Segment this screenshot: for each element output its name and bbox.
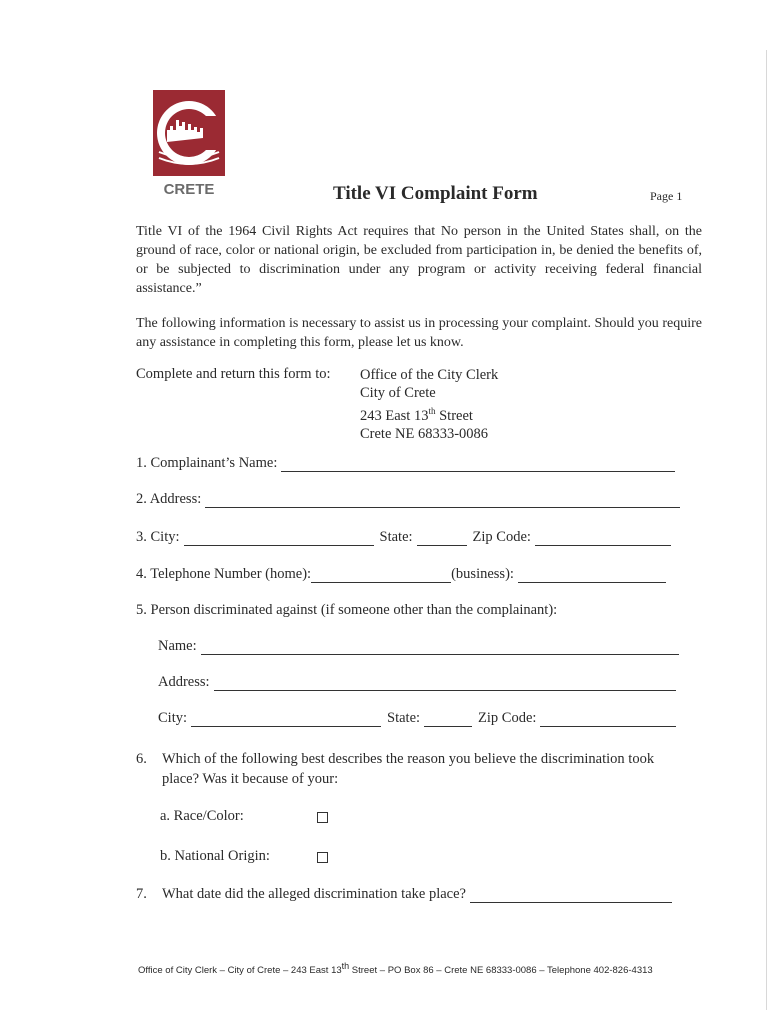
city-name: City of Crete	[360, 385, 436, 401]
discrimination-date-field[interactable]	[470, 888, 672, 903]
intro-paragraph-2: The following information is necessary to assist us in processing your complaint. Should you require any assistance in completing this form, please let us know.	[136, 316, 702, 350]
complainant-name-field[interactable]	[281, 457, 675, 472]
question-7	[136, 886, 678, 903]
telephone-home-label: 4. Telephone Number (home):	[136, 566, 312, 582]
other-city-field[interactable]	[191, 712, 381, 727]
other-city-row	[158, 710, 682, 727]
telephone-home-field[interactable]	[311, 568, 451, 583]
other-zip-label: Zip Code:	[478, 710, 537, 726]
return-to-label: Complete and return this form to:	[136, 366, 331, 382]
state-label: State:	[379, 529, 413, 545]
question-6	[136, 749, 654, 789]
question-7-label: What date did the alleged discrimination take place?	[162, 886, 466, 902]
address-label: 2. Address:	[136, 491, 202, 507]
race-color-checkbox[interactable]	[317, 812, 328, 823]
zip-label: Zip Code:	[472, 529, 531, 545]
return-address	[360, 366, 498, 443]
form-title: Title VI Complaint Form	[333, 183, 538, 204]
page-number: Page 1	[650, 189, 683, 203]
address-field[interactable]	[205, 493, 680, 508]
question-6-line-1: Which of the following best describes the reason you believe the discrimination took	[162, 751, 655, 767]
question-6-number: 6.	[136, 751, 147, 767]
other-zip-field[interactable]	[540, 712, 676, 727]
other-state-field[interactable]	[424, 712, 472, 727]
question-7-number: 7.	[136, 886, 147, 902]
national-origin-checkbox[interactable]	[317, 852, 328, 863]
city-label: 3. City:	[136, 529, 180, 545]
other-address-label: Address:	[158, 674, 210, 690]
complainant-name-label: 1. Complainant’s Name:	[136, 455, 278, 471]
other-name-row	[158, 638, 685, 655]
national-origin-option	[160, 848, 270, 865]
city-state-zip-row	[136, 529, 677, 546]
telephone-row	[136, 566, 672, 583]
intro-paragraph-1: Title VI of the 1964 Civil Rights Act requires that No person in the United States shall, on the ground of race, color or national origin, be excluded from participation in, be denied the benefits of, or be subjected to discrimination under any program or activity receiving federal financial assistance.”	[136, 224, 702, 296]
telephone-business-field[interactable]	[518, 568, 666, 583]
address-row	[136, 491, 686, 508]
scan-edge-line	[766, 50, 767, 1010]
city-field[interactable]	[184, 531, 374, 546]
other-city-label: City:	[158, 710, 188, 726]
other-address-row	[158, 674, 682, 691]
zip-field[interactable]	[535, 531, 671, 546]
question-6-line-2: place? Was it because of your:	[162, 771, 339, 787]
race-color-label: a. Race/Color:	[160, 808, 244, 824]
national-origin-label: b. National Origin:	[160, 848, 270, 864]
other-address-field[interactable]	[214, 676, 676, 691]
street-address: 243 East 13th Street	[360, 406, 473, 424]
other-state-label: State:	[387, 710, 421, 726]
city-state-zip: Crete NE 68333-0086	[360, 425, 489, 442]
office-name: Office of the City Clerk	[360, 367, 499, 383]
crete-logo	[153, 90, 225, 200]
complainant-name-row	[136, 455, 681, 472]
race-color-option	[160, 808, 244, 825]
state-field[interactable]	[417, 531, 467, 546]
logo-text: CRETE	[163, 181, 215, 198]
other-name-field[interactable]	[201, 640, 679, 655]
other-name-label: Name:	[158, 638, 197, 654]
other-person-heading: 5. Person discriminated against (if someone other than the complainant):	[136, 602, 558, 618]
page-footer: Office of City Clerk – City of Crete – 243 East 13th Street – PO Box 86 – Crete NE 68333-0086 – Telephone 402-826-4313	[138, 961, 653, 977]
telephone-business-label: (business):	[451, 566, 514, 582]
